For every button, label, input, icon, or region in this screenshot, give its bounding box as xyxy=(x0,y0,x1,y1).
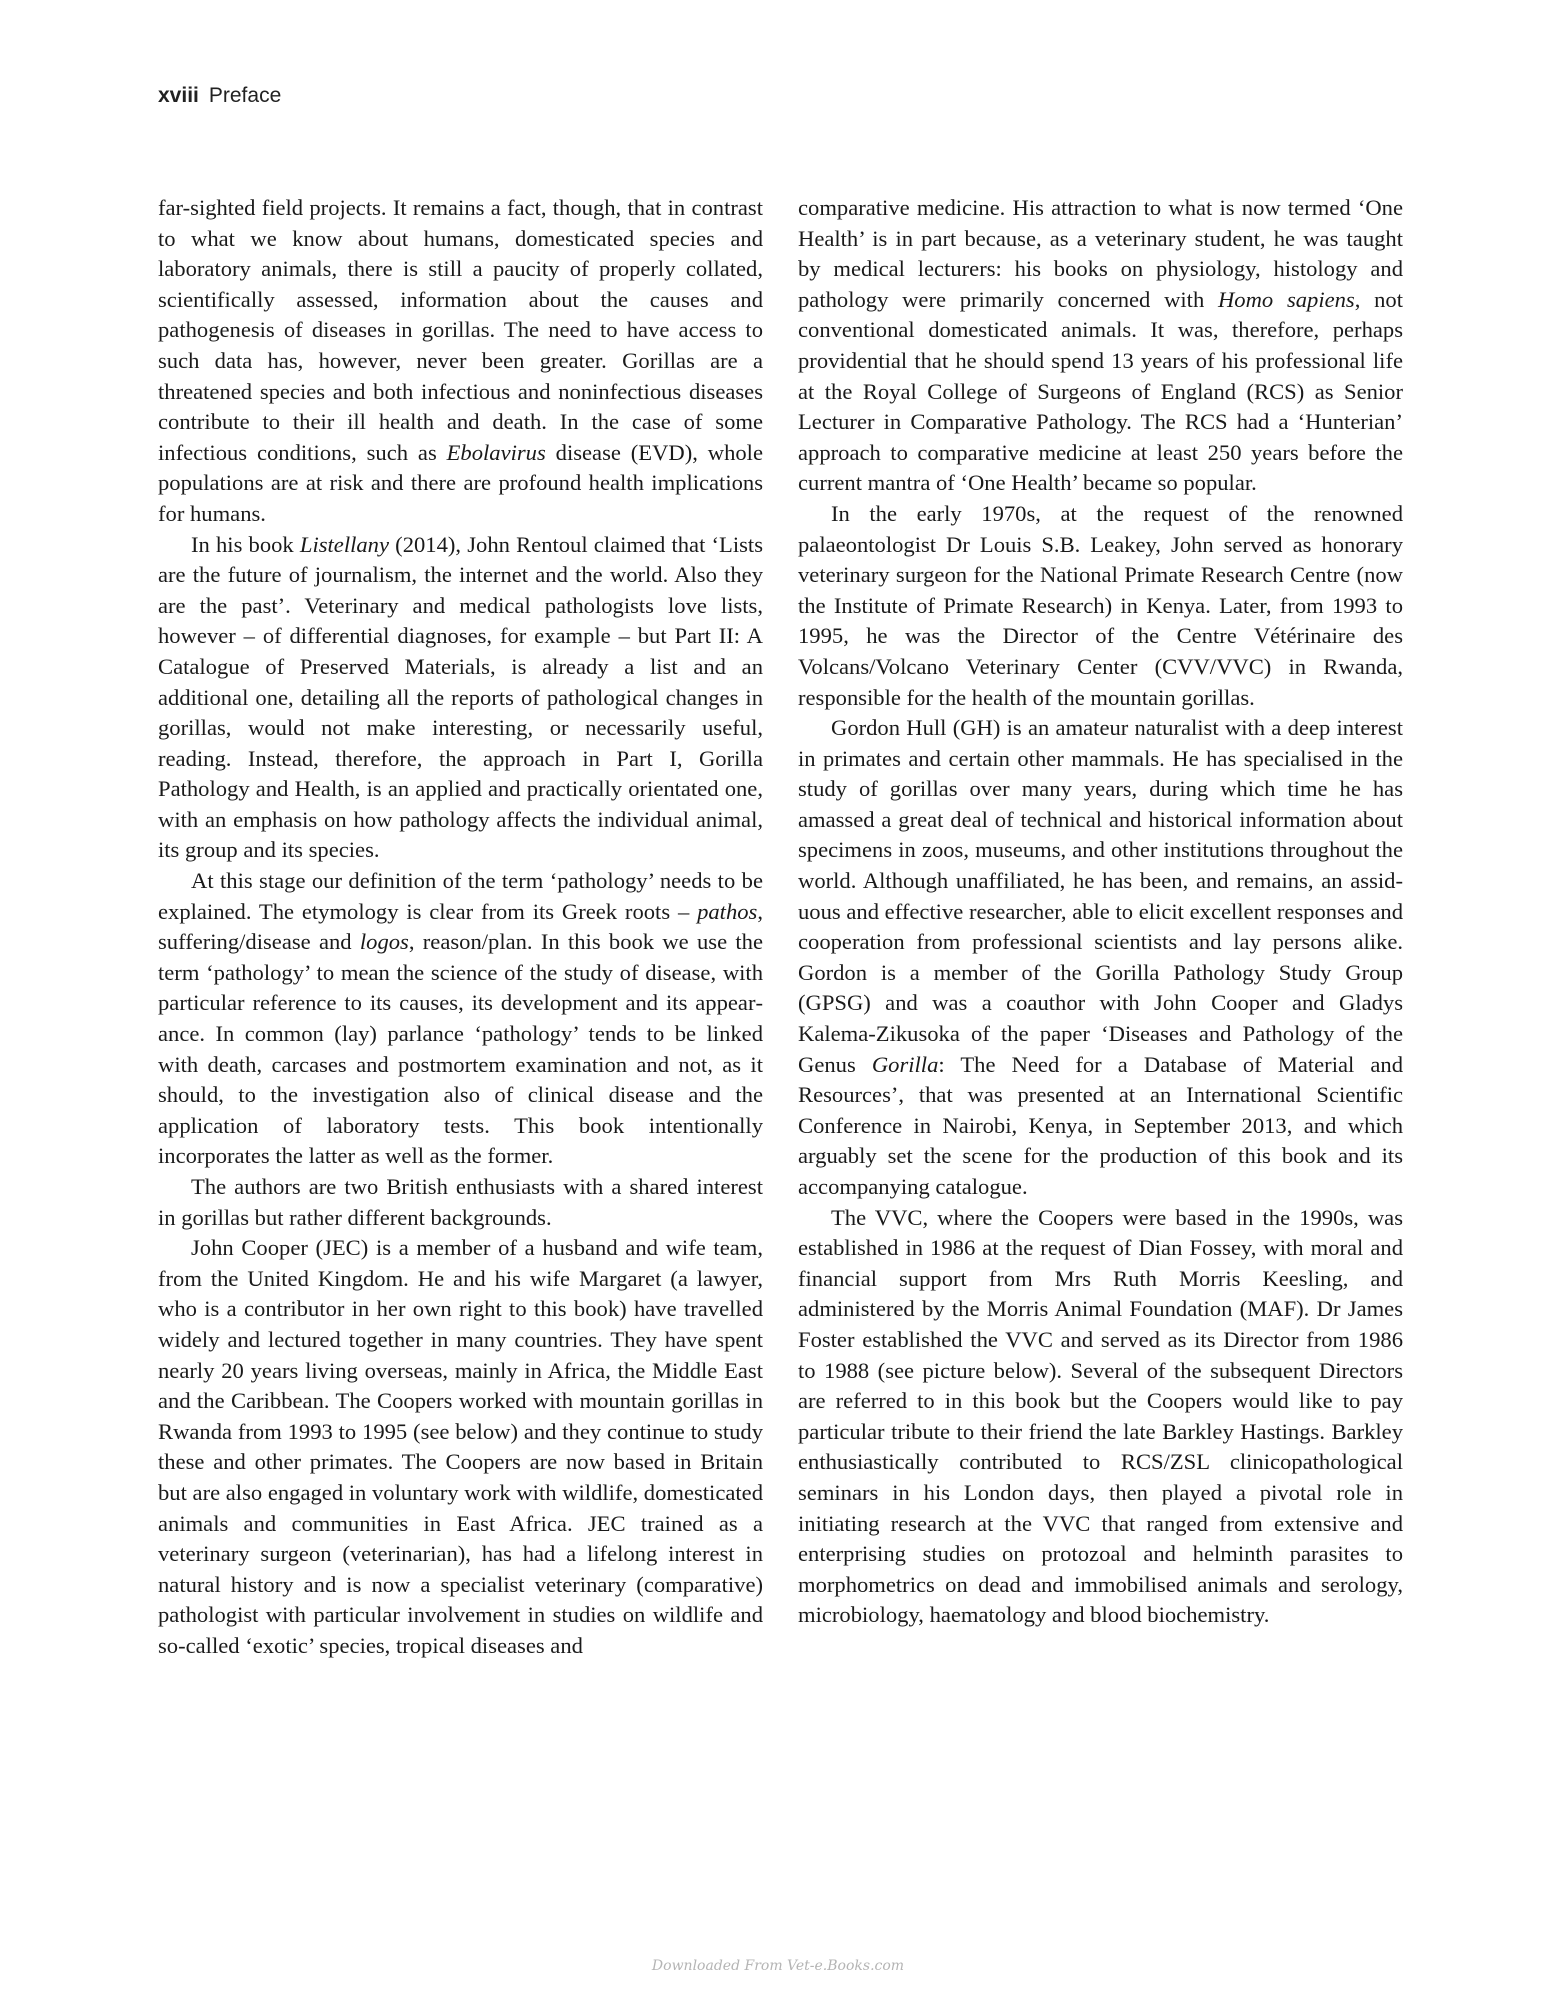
paragraph xyxy=(158,530,763,867)
text-run: (2014), John Rentoul claimed that ‘Lists are the future of journalism, the internet and the world. Also they are the past’. Veterinary and medical pathologists love lists, however – of differential diagnoses, for example – but Part II: A Catalogue of Preserved Materials, is already a list and an additional one, detailing all the reports of pathological changes in gorillas, would not make interesting, or necessarily useful, reading. Instead, therefore, the approach in Part I, Gorilla Pathology and Health, is an applied and practically orientated one, with an emphasis on how pathology affects the individual animal, its group and its species. xyxy=(158,531,763,863)
download-watermark: Downloaded From Vet-e.Books.com xyxy=(651,1958,905,1974)
italic-run: logos xyxy=(359,929,409,955)
text-run: The authors are two British enthusiasts with a shared interest in gorillas but rather different backgrounds. xyxy=(158,1174,763,1230)
italic-run: Ebolavirus xyxy=(446,439,546,465)
text-run: The VVC, where the Coopers were based in the 1990s, was established in 1986 at the request of Dian Fossey, with moral and financial support from Mrs Ruth Morris Keesling, and administered by the Morris Animal Foundation (MAF). Dr James Foster established the VVC and served as its Director from 1986 to 1988 (see picture below). Several of the subsequent Directors are referred to in this book but the Coopers would like to pay particular tribute to their friend the late Barkley Hastings. Barkley enthusiastically contributed to RCS/ZSL clinicopathological seminars in his London days, then played a pivotal role in initiating research at the VVC that ranged from extensive and enterprising studies on protozoal and helminth parasites to morphometrics on dead and immobilised animals and serology, microbiology, haematology and blood biochemistry. xyxy=(798,1204,1403,1628)
text-run: far-sighted field projects. It remains a fact, though, that in contrast to what we know about humans, domesticated species and laboratory animals, there is still a paucity of properly collated, scientifically assessed, information about the causes and pathogenesis of diseases in gorillas. The need to have access to such data has, however, never been greater. Gorillas are a threatened species and both infectious and noninfectious diseases contribute to their ill health and death. In the case of some infectious conditions, such as xyxy=(158,195,763,465)
paragraph xyxy=(798,1203,1403,1631)
text-run: Gordon Hull (GH) is an amateur naturalist with a deep interest in primates and certain other mammals. He has specialised in the study of gorillas over many years, during which time he has amassed a great deal of technical and historical information about specimens in zoos, museums, and other institutions throughout the world. Although unaffiliated, he has been, and remains, an assiduous and effective researcher, able to elicit excellent responses and cooperation from professional scientists and lay persons alike. Gordon is a member of the Gorilla Pathology Study Group (GPSG) and was a coauthor with John Cooper and Gladys Kalema-Zikusoka of the paper ‘Diseases and Pathology of the Genus xyxy=(798,715,1403,1077)
text-run: , suffering/disease and xyxy=(158,898,763,955)
section-title: Preface xyxy=(208,84,282,107)
text-run: John Cooper (JEC) is a member of a husband and wife team, from the United Kingdom. He and his wife Margaret (a lawyer, who is a contributor in her own right to this book) have travelled widely and lectured together in many countries. They have spent nearly 20 years living overseas, mainly in Africa, the Middle East and the Caribbean. The Coopers worked with mountain gorillas in Rwanda from 1993 to 1995 (see below) and they continue to study these and other primates. The Coopers are now based in Britain but are also engaged in voluntary work with wildlife, domesticated animals and communities in East Africa. JEC trained as a veterinary surgeon (veterinarian), has had a lifelong interest in natural history and is now a specialist veterinary (comparative) pathologist with particular involvement in studies on wildlife and so-called ‘exotic’ species, tropical diseases and xyxy=(158,1235,763,1658)
text-run: At this stage our definition of the term ‘pathology’ needs to be explained. The etymology is clear from its Greek roots – xyxy=(158,868,763,924)
paragraph xyxy=(158,866,763,1172)
text-run: disease (EVD), whole populations are at risk and there are profound health implications for humans. xyxy=(158,439,763,526)
paragraph xyxy=(158,1233,763,1661)
paragraph xyxy=(798,193,1403,499)
italic-run: Homo sapiens xyxy=(1217,286,1355,312)
italic-run: pathos xyxy=(697,898,758,924)
paragraph xyxy=(158,193,763,530)
text-run: , not conventional domesticated animals. It was, therefore, perhaps providential that he should spend 13 years of his professional life at the Royal College of Surgeons of England (RCS) as Senior Lecturer in Comparative Pathology. The RCS had a ‘Hunterian’ approach to comparative medicine at least 250 years before the current mantra of ‘One Health’ became so popular. xyxy=(798,286,1403,496)
italic-run: Listellany xyxy=(299,531,390,557)
text-run: In his book xyxy=(191,531,300,557)
right-column xyxy=(798,193,1403,1631)
page-number: xviii xyxy=(158,84,199,107)
paragraph xyxy=(158,1172,763,1233)
text-run: , reason/plan. In this book we use the term ‘pathology’ to mean the science of the study of disease, with particular reference to its causes, its development and its appearance. In common (lay) parlance ‘pathology’ tends to be linked with death, carcases and postmortem examination and not, as it should, to the investigation also of clinical disease and the application of laboratory tests. This book intentionally incorporates the latter as well as the former. xyxy=(158,929,763,1169)
text-run: : The Need for a Database of Material and Resources’, that was presented at an International Scientific Conference in Nairobi, Kenya, in September 2013, and which arguably set the scene for the production of this book and its accompanying catalogue. xyxy=(798,1051,1403,1199)
running-head xyxy=(158,84,281,108)
left-column xyxy=(158,193,763,1662)
text-run: comparative medicine. His attraction to what is now termed ‘One Health’ is in part because, as a veterinary student, he was taught by medical lecturers: his books on physiology, histology and pathology were primarily concerned with xyxy=(798,195,1403,312)
italic-run: Gorilla xyxy=(871,1051,939,1077)
paragraph xyxy=(798,713,1403,1203)
paragraph xyxy=(798,499,1403,713)
text-run: In the early 1970s, at the request of the renowned palaeontologist Dr Louis S.B. Leakey, John served as honorary veterinary surgeon for the National Primate Research Centre (now the Institute of Primate Research) in Kenya. Later, from 1993 to 1995, he was the Director of the Centre Vétérinaire des Volcans/Volcano Veterinary Center (CVV/VVC) in Rwanda, responsible for the health of the mountain gorillas. xyxy=(798,500,1403,710)
